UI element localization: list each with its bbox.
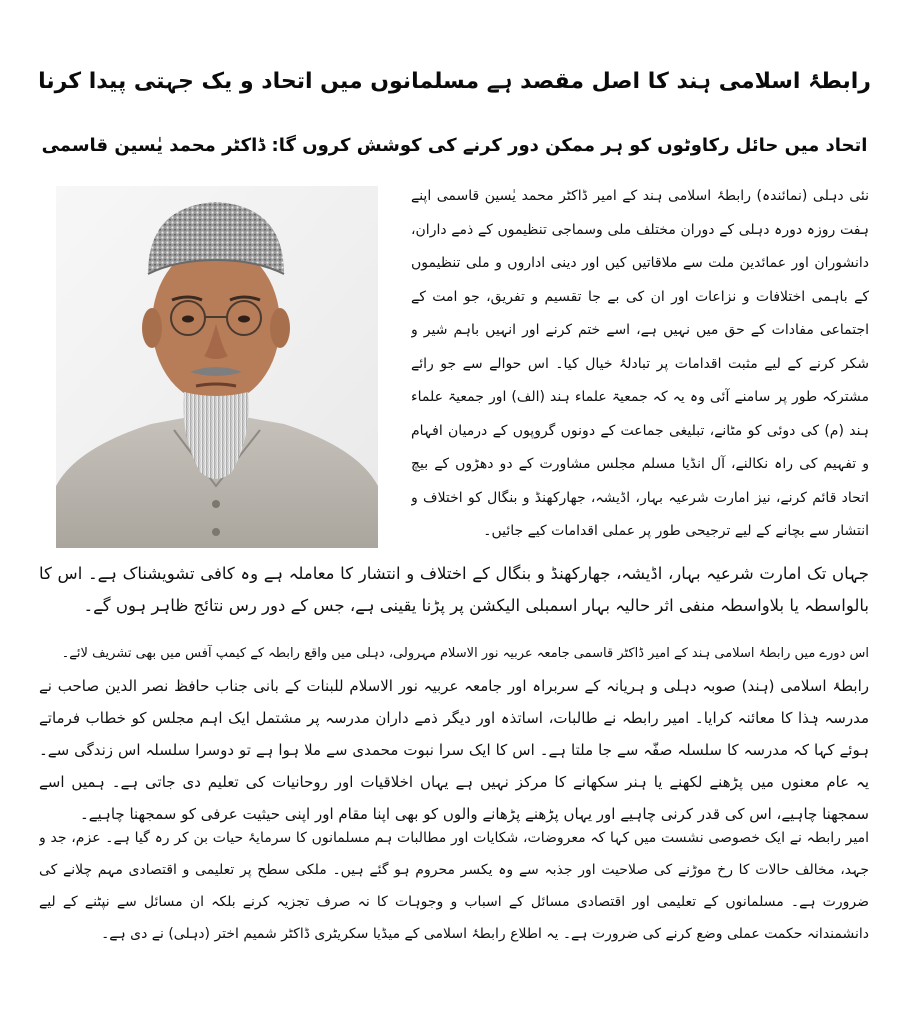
paragraph-khususi: [39, 822, 869, 972]
portrait-illustration: [56, 186, 378, 548]
paragraph-daura: [39, 638, 869, 670]
paragraph-amarat-text: جہاں تک امارت شرعیہ بہار، اڈیشہ، جھارکھنڈ و بنگال کے اختلاف و انتشار کا معاملہ ہے وہ کافی تشویشناک ہے۔ اس کا بالواسطہ یا بلاواسطہ منفی اثر حالیہ بہار اسمبلی الیکشن پر پڑنا یقینی ہے، جس کے دور رس نتائج ظاہر ہوں گے۔: [39, 564, 869, 615]
paragraph-daura-text: اس دورے میں رابطۂ اسلامی ہند کے امیر ڈاکٹر قاسمی جامعہ عربیہ نور الاسلام مہرولی، دہلی میں واقع رابطہ کے کیمپ آفس میں بھی تشریف لائے۔: [61, 646, 869, 661]
paragraph-khususi-text: امیر رابطہ نے ایک خصوصی نشست میں کہا کہ معروضات، شکایات اور مطالبات ہم مسلمانوں کا سرمایۂ حیات بن کر رہ گیا ہے۔ عزم، جد و جہد، مخالف حالات کا رخ موڑنے کی صلاحیت اور جذبہ سے وہ یکسر محروم ہو گئے ہیں۔ ملکی سطح پر تعلیمی و اقتصادی مہم چلانے کی ضرورت ہے۔ مسلمانوں کے تعلیمی اور اقتصادی مسائل کے اسباب و وجوہات کا نہ صرف تجزیہ کرنے بلکہ ان مسائل سے نپٹنے کے لیے دانشمندانہ حکمت عملی وضع کرنے کی ضرورت ہے۔ یہ اطلاع رابطۂ اسلامی کے میڈیا سکریٹری ڈاکٹر شمیم اختر (دہلی) نے دی ہے۔: [39, 830, 869, 942]
paragraph-rabita: [39, 670, 869, 832]
intro-paragraph: نئی دہلی (نمائندہ) رابطۂ اسلامی ہند کے امیر ڈاکٹر محمد یٰسین قاسمی اپنے ہفت روزہ دورہ دہلی کے دوران مختلف ملی وسماجی تنظیموں کے ذمے داران، دانشوران اور عمائدین ملت سے ملاقاتیں کیں اور دینی اداروں و ملی تنظیموں کے باہمی اختلافات و نزاعات اور ان کی بے جا تقسیم و تفریق، جو امت کے اجتماعی مفادات کے حق میں نہیں ہے، اسے ختم کرنے اور انہیں باہم شیر و شکر کرنے کے لیے مثبت اقدامات پر تبادلۂ خیال کیا۔ اس حوالے سے جو رائے مشترکہ طور پر سامنے آئی وہ یہ کہ جمعیۃ علماء ہند (الف) اور جمعیۃ علماء ہند (م) کی دوئی کو مٹانے، تبلیغی جماعت کے دونوں گروپوں کے درمیان افہام و تفہیم کی راہ نکالنے، آل انڈیا مسلم مجلس مشاورت کے دو دھڑوں کے بیچ اتحاد قائم کرنے، نیز امارت شرعیہ بہار، اڈیشہ، جھارکھنڈ و بنگال کو اختلاف و انتشار سے بچانے کے لیے ترجیحی طور پر عملی اقدامات کیے جائیں۔: [411, 188, 869, 539]
intro-column: [411, 180, 869, 552]
paragraph-rabita-text: رابطۂ اسلامی (ہند) صوبہ دہلی و ہریانہ کے سربراہ اور جامعہ عربیہ نور الاسلام للبنات کے بانی جناب حافظ نصر الدین صاحب نے مدرسہ ہٰذا کا معائنہ کرایا۔ امیر رابطہ نے طالبات، اساتذہ اور دیگر ذمے داران مدرسہ پر مشتمل ایک اہم مجلس کو خطاب فرماتے ہوئے کہا کہ مدرسہ کا سلسلہ صفّہ سے جا ملتا ہے۔ اس کا ایک سرا نبوت محمدی سے ملا ہوا ہے تو دوسرا سلسلہ اس زندگی سے۔ یہ عام معنوں میں پڑھنے لکھنے یا ہنر سکھانے کا مرکز نہیں ہے یہاں اخلاقیات اور روحانیات کی تعلیم دی جاتی ہے۔ ہمیں اسے سمجھنا چاہیے، اس کی قدر کرنی چاہیے اور یہاں پڑھنے پڑھانے والوں کو بھی اپنا مقام اور اپنی حیثیت عرفی کو سمجھنا چاہیے۔: [39, 677, 869, 823]
headline-secondary: اتحاد میں حائل رکاوٹوں کو ہر ممکن دور کرنے کی کوشش کروں گا: ڈاکٹر محمد یٰسین قاسمی: [41, 135, 868, 156]
paragraph-amarat: [39, 558, 869, 628]
portrait-photo: [56, 186, 378, 548]
headline-primary: رابطۂ اسلامی ہند کا اصل مقصد ہے مسلمانوں میں اتحاد و یک جہتی پیدا کرنا: [38, 69, 871, 94]
